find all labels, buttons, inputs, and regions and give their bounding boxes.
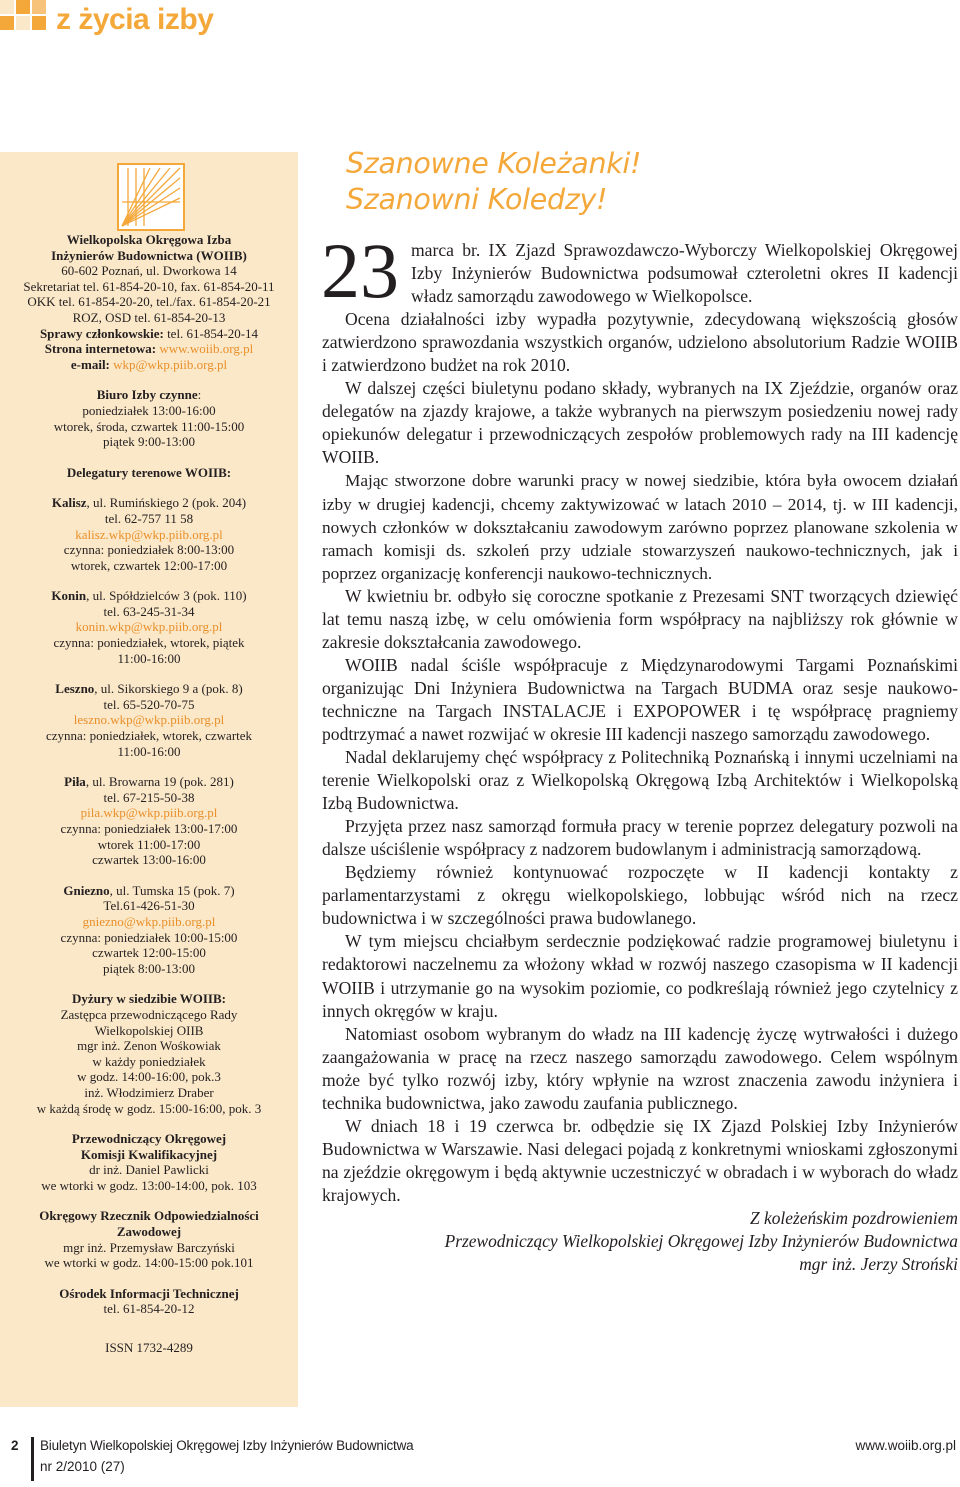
gniezno-hours-2: czwartek 12:00-15:00 xyxy=(92,945,206,961)
issn: ISSN 1732-4289 xyxy=(105,1340,193,1356)
qualification-name: dr inż. Daniel Pawlicki xyxy=(89,1162,209,1178)
konin-hours-1: czynna: poniedziałek, wtorek, piątek xyxy=(53,635,245,651)
website-label: Strona internetowa: xyxy=(44,341,157,357)
duty-line-1: Zastępca przewodniczącego Rady xyxy=(60,1006,238,1022)
pila-phone: tel. 67-215-50-38 xyxy=(103,789,195,805)
paragraph: 23 marca br. IX Zjazd Sprawozdawczo-Wyborczy Wielkopolskiej Okręgowej Izby Inżynierów Budownictwa podsumował czteroletni okres II kadencji władz samorządu zawodowego w Wielkopolsce. xyxy=(321,227,958,314)
publication-title: Biuletyn Wielkopolskiej Okręgowej Izby Inżynierów Budownictwa xyxy=(40,1438,414,1453)
qualification-title-2: Komisji Kwalifikacyjnej xyxy=(80,1146,218,1162)
signature-greeting: Z koleżeńskim pozdrowieniem xyxy=(749,1207,958,1228)
org-name-line2: Inżynierów Budownictwa (WOIIB) xyxy=(51,247,247,263)
paragraph: Przyjęta przez nasz samorząd formuła pracy w terenie poprzez delegatury pozwoli na dalsze uściślenie współpracy z nadzorem budowlanym i administracją samorządową. xyxy=(322,816,958,860)
email-label: e-mail: xyxy=(70,356,110,372)
kalisz-hours-2: wtorek, czwartek 12:00-17:00 xyxy=(70,557,228,573)
duty-title: Dyżury w siedzibie WOIIB: xyxy=(72,991,226,1007)
gniezno-phone: Tel.61-426-51-30 xyxy=(103,898,195,914)
paragraph: Ocena działalności izby wypadła pozytywnie, zdecydowaną większością głosów zatwierdzono sprawozdania wszystkich organów, udzielono absolutorium Radzie WOIIB i zatwierdzono budżet na rok 2010. xyxy=(322,309,958,376)
leszno-hours-2: 11:00-16:00 xyxy=(117,743,181,759)
ombudsman-hours: we wtorki w godz. 14:00-15:00 pok.101 xyxy=(44,1255,254,1271)
paragraph: Będziemy również kontynuować rozpoczęte w II kadencji kontakty z parlamentarzystami z okręgu wielkopolskiego, lobbując wśród nich na rzecz budownictwa i w szczególności prawa budowlanego. xyxy=(322,862,958,929)
qualification-title-1: Przewodniczący Okręgowej xyxy=(71,1131,227,1147)
issue-number: nr 2/2010 (27) xyxy=(40,1459,125,1474)
leszno-address: Leszno, ul. Sikorskiego 9 a (pok. 8) xyxy=(55,681,243,697)
gniezno-email-link[interactable]: gniezno@wkp.piib.org.pl xyxy=(82,913,216,929)
members-phone: tel. 61-854-20-14 xyxy=(167,325,259,341)
page-footer xyxy=(0,1437,960,1487)
delegations-title: Delegatury terenowe WOIIB: xyxy=(66,464,232,480)
kalisz-phone: tel. 62-757 11 58 xyxy=(104,510,194,526)
konin-phone: tel. 63-245-31-34 xyxy=(103,603,195,619)
paragraph: Mając stworzone dobre warunki pracy w nowej siedzibie, która była owocem działań izby w drugiej kadencji, chcemy zaktywizować w latach 2010 – 2014, tj. w III kadencji, nowych członków w dokształcaniu zawodowym zarówno poprzez planowane szkolenia w ramach komisji ds. szkoleń przy udziale stowarzyszeń naukowo-technicznych, jak i poprzez organizację konferencji naukowo-technicznych. xyxy=(322,471,958,583)
page-number: 2 xyxy=(11,1438,19,1453)
kalisz-address: Kalisz, ul. Rumińskiego 2 (pok. 204) xyxy=(51,495,247,511)
greeting-line-1: Szanowne Koleżanki! xyxy=(346,147,642,180)
konin-hours-2: 11:00-16:00 xyxy=(117,650,181,666)
signature xyxy=(322,1207,958,1276)
kalisz-email-link[interactable]: kalisz.wkp@wkp.piib.org.pl xyxy=(75,526,223,542)
page-header xyxy=(0,0,960,40)
duty-line-5: w godz. 14:00-16:00, pok.3 xyxy=(77,1069,221,1085)
okk-phone: OKK tel. 61-854-20-20, tel./fax. 61-854-20-21 xyxy=(27,294,271,310)
org-name: Wielkopolska Okręgowa Izba xyxy=(66,232,232,247)
duty-line-2: Wielkopolskiej OIIB xyxy=(94,1022,204,1038)
konin-address: Konin, ul. Spółdzielców 3 (pok. 110) xyxy=(51,588,247,604)
footer-website-link[interactable]: www.woiib.org.pl xyxy=(855,1438,956,1453)
gniezno-address: Gniezno, ul. Tumska 15 (pok. 7) xyxy=(63,882,235,898)
paragraph: W dalszej części biuletynu podano składy, wybranych na IX Zjeździe, organów oraz delegatów na zjazdy krajowe, a także wybranych na pierwszym posiedzeniu nowej rady opiekunów delegatur i przewodniczących zespołów problemowych rady na III kadencję WOIIB. xyxy=(322,378,958,468)
office-hours-1: poniedziałek 13:00-16:00 xyxy=(82,402,216,418)
roz-phone: ROZ, OSD tel. 61-854-20-13 xyxy=(72,309,226,325)
pila-hours-3: czwartek 13:00-16:00 xyxy=(92,852,206,868)
konin-email-link[interactable]: konin.wkp@wkp.piib.org.pl xyxy=(75,619,223,635)
gniezno-hours-3: piątek 8:00-13:00 xyxy=(102,960,196,976)
office-hours-3: piątek 9:00-13:00 xyxy=(102,434,196,450)
signature-name: mgr inż. Jerzy Stroński xyxy=(799,1253,958,1274)
editorial-letter xyxy=(321,146,958,1274)
woiib-logo-icon xyxy=(116,162,186,232)
dropcap: 23 xyxy=(321,227,399,314)
website-link[interactable]: www.woiib.org.pl xyxy=(159,341,254,357)
pila-hours-2: wtorek 11:00-17:00 xyxy=(97,836,201,852)
duty-line-7: w każdą środę w godz. 15:00-16:00, pok. 3 xyxy=(36,1100,262,1116)
ombudsman-title-2: Zawodowej xyxy=(116,1224,182,1240)
paragraph: W dniach 18 i 19 czerwca br. odbędzie się IX Zjazd Polskiej Izby Inżynierów Budownictwa w Warszawie. Nasi delegaci pojadą z konkretnymi wnioskami zgłoszonymi na zjeździe okręgowym i będą aktywnie uczestniczyć w obradach i w wyborach do władz krajowych. xyxy=(322,1115,958,1205)
office-hours-label: Biuro Izby czynne xyxy=(96,387,198,403)
paragraph: Nadal deklarujemy chęć współpracy z Politechniką Poznańską i innymi uczelniami na terenie Wielkopolski oraz z Wielkopolską Okręgową Izbą Architektów i Wielkopolską Izbą Budownictwa. xyxy=(322,747,958,814)
ombudsman-title-1: Okręgowy Rzecznik Odpowiedzialności xyxy=(39,1208,259,1224)
ombudsman-name: mgr inż. Przemysław Barczyński xyxy=(63,1239,235,1255)
kalisz-hours-1: czynna: poniedziałek 8:00-13:00 xyxy=(63,542,235,558)
footer-divider xyxy=(31,1437,34,1481)
pila-email-link[interactable]: pila.wkp@wkp.piib.org.pl xyxy=(80,805,218,821)
leszno-hours-1: czynna: poniedziałek, wtorek, czwartek xyxy=(45,728,253,744)
letter-body xyxy=(321,227,958,1276)
secretariat-phone: Sekretariat tel. 61-854-20-10, fax. 61-854-20-11 xyxy=(23,278,275,294)
duty-line-4: w każdy poniedziałek xyxy=(92,1053,206,1069)
decorative-squares-icon xyxy=(0,0,52,40)
contact-info: Wielkopolska Okręgowa Izba Inżynierów Budownictwa (WOIIB) 60-602 Poznań, ul. Dworkowa 14 Sekretariat tel. 61-854-20-10, fax. 61-854-20-11 OKK tel. 61-854-20-20, tel./fax. 61-854-20-21 ROZ, OSD tel. 61-854-20-13 Sprawy członkowskie: tel. 61-854-20-14 Strona internetowa: www.woiib.org.pl e-mail: wkp@wkp.piib.org.pl Biuro Izby czynne: poniedziałek 13:00-16:00 wtorek, środa, czwartek 11:00-15:00 piątek 9:00-13:00 Delegatury terenowe WOIIB: Kalisz, ul. Rumińskiego 2 (pok. 204) tel. 62-757 11 58 kalisz.wkp@wkp.piib.org.pl czynna: poniedziałek 8:00-13:00 wtorek, czwartek 12:00-17:00 Konin, ul. Spółdzielców 3 (pok. 110) tel. 63-245-31-34 konin.wkp@wkp.piib.org.pl czynna: poniedziałek, wtorek, piątek 11:00-16:00 Leszno, ul. Sikorskiego 9 a (pok. 8) tel. 65-520-70-75 leszno.wkp@wkp.piib.org.pl czynna: poniedziałek, wtorek, czwartek 11:00-16:00 Piła, ul. Browarna 19 (pok. 281) tel. 67-215-50-38 pila.wkp@wkp.piib.org.pl czynna: poniedziałek 13:00-17:00 wtorek 11:00-17:00 czwartek 13:00-16:00 Gniezno, ul. Tumska 15 (pok. 7) Tel.61-426-51-30 gniezno@wkp.piib.org.pl czynna: poniedziałek 10:00-15:00 czwartek 12:00-15:00 piątek 8:00-13:00 Dyżury w siedzibie WOIIB: Zastępca przewodniczącego Rady Wielkopolskiej OIIB mgr inż. Zenon Wośkowiak w każdy poniedziałek w godz. 14:00-16:00, pok.3 inż. Włodzimierz Draber w każdą środę w godz. 15:00-16:00, pok. 3 Przewodniczący Okręgowej Komisji Kwalifikacyjnej dr inż. Daniel Pawlicki we wtorki w godz. 13:00-14:00, pok. 103 Okręgowy Rzecznik Odpowiedzialności Zawodowej mgr inż. Przemysław Barczyński we wtorki w godz. 14:00-15:00 pok.101 Ośrodek Informacji Technicznej tel. 61-854-20-12 ISSN 1732-4289 xyxy=(0,232,298,1356)
paragraph: W tym miejscu chciałbym serdecznie podziękować radzie programowej biuletynu i redaktorowi naczelnemu za włożony wkład w rozwój naszego czasopisma w II kadencji WOIIB i utrzymanie go na wysokim poziomie, co podkreślają również jego czytelnicy z innych okręgów w kraju. xyxy=(322,931,958,1021)
office-hours-2: wtorek, środa, czwartek 11:00-15:00 xyxy=(53,418,245,434)
duty-line-3: mgr inż. Zenon Wośkowiak xyxy=(77,1038,221,1054)
greeting-line-2: Szanowni Koledzy! xyxy=(346,183,608,216)
pila-hours-1: czynna: poniedziałek 13:00-17:00 xyxy=(60,821,238,836)
leszno-email-link[interactable]: leszno.wkp@wkp.piib.org.pl xyxy=(73,712,225,728)
leszno-phone: tel. 65-520-70-75 xyxy=(103,696,195,712)
paragraph: Natomiast osobom wybranym do władz na III kadencję życzę wytrwałości i dużego zaangażowania w pracę na rzecz naszego samorządu zawodowego. Celem wspólnym może być tylko rozwój izby, który wpłynie na wzrost znaczenia zawodu inżyniera i technika budownictwa, jako zawodu zaufania publicznego. xyxy=(322,1023,958,1113)
duty-line-6: inż. Włodzimierz Draber xyxy=(84,1084,214,1100)
signature-title: Przewodniczący Wielkopolskiej Okręgowej Izby Inżynierów Budownictwa xyxy=(444,1230,958,1251)
info-center-title: Ośrodek Informacji Technicznej xyxy=(59,1285,239,1301)
email-link[interactable]: wkp@wkp.piib.org.pl xyxy=(113,356,228,372)
section-title: z życia izby xyxy=(56,3,214,36)
qualification-hours: we wtorki w godz. 13:00-14:00, pok. 103 xyxy=(41,1177,257,1193)
info-center-phone: tel. 61-854-20-12 xyxy=(103,1301,195,1317)
paragraph: W kwietniu br. odbyło się coroczne spotkanie z Prezesami SNT tworzących dziewięć lat temu naszą izbę, w celu omówienia form współpracy na najbliższy rok głównie w zakresie dokształcania zawodowego. xyxy=(322,585,958,652)
contact-sidebar xyxy=(0,152,298,1407)
pila-address: Piła, ul. Browarna 19 (pok. 281) xyxy=(64,774,234,790)
paragraph: WOIIB nadal ściśle współpracuje z Międzynarodowymi Targami Poznańskimi organizując Dni Inżyniera Budownictwa na Targach BUDMA oraz sesje naukowo-techniczne na Targach INSTALACJE i EXPOPOWER i tę współpracę pragniemy podtrzymać a nawet rozwijać w okresie III kadencji naszego samorządu zawodowego. xyxy=(322,654,958,744)
gniezno-hours-1: czynna: poniedziałek 10:00-15:00 xyxy=(60,929,238,945)
members-label: Sprawy członkowskie: xyxy=(39,325,164,341)
address: 60-602 Poznań, ul. Dworkowa 14 xyxy=(61,263,237,279)
